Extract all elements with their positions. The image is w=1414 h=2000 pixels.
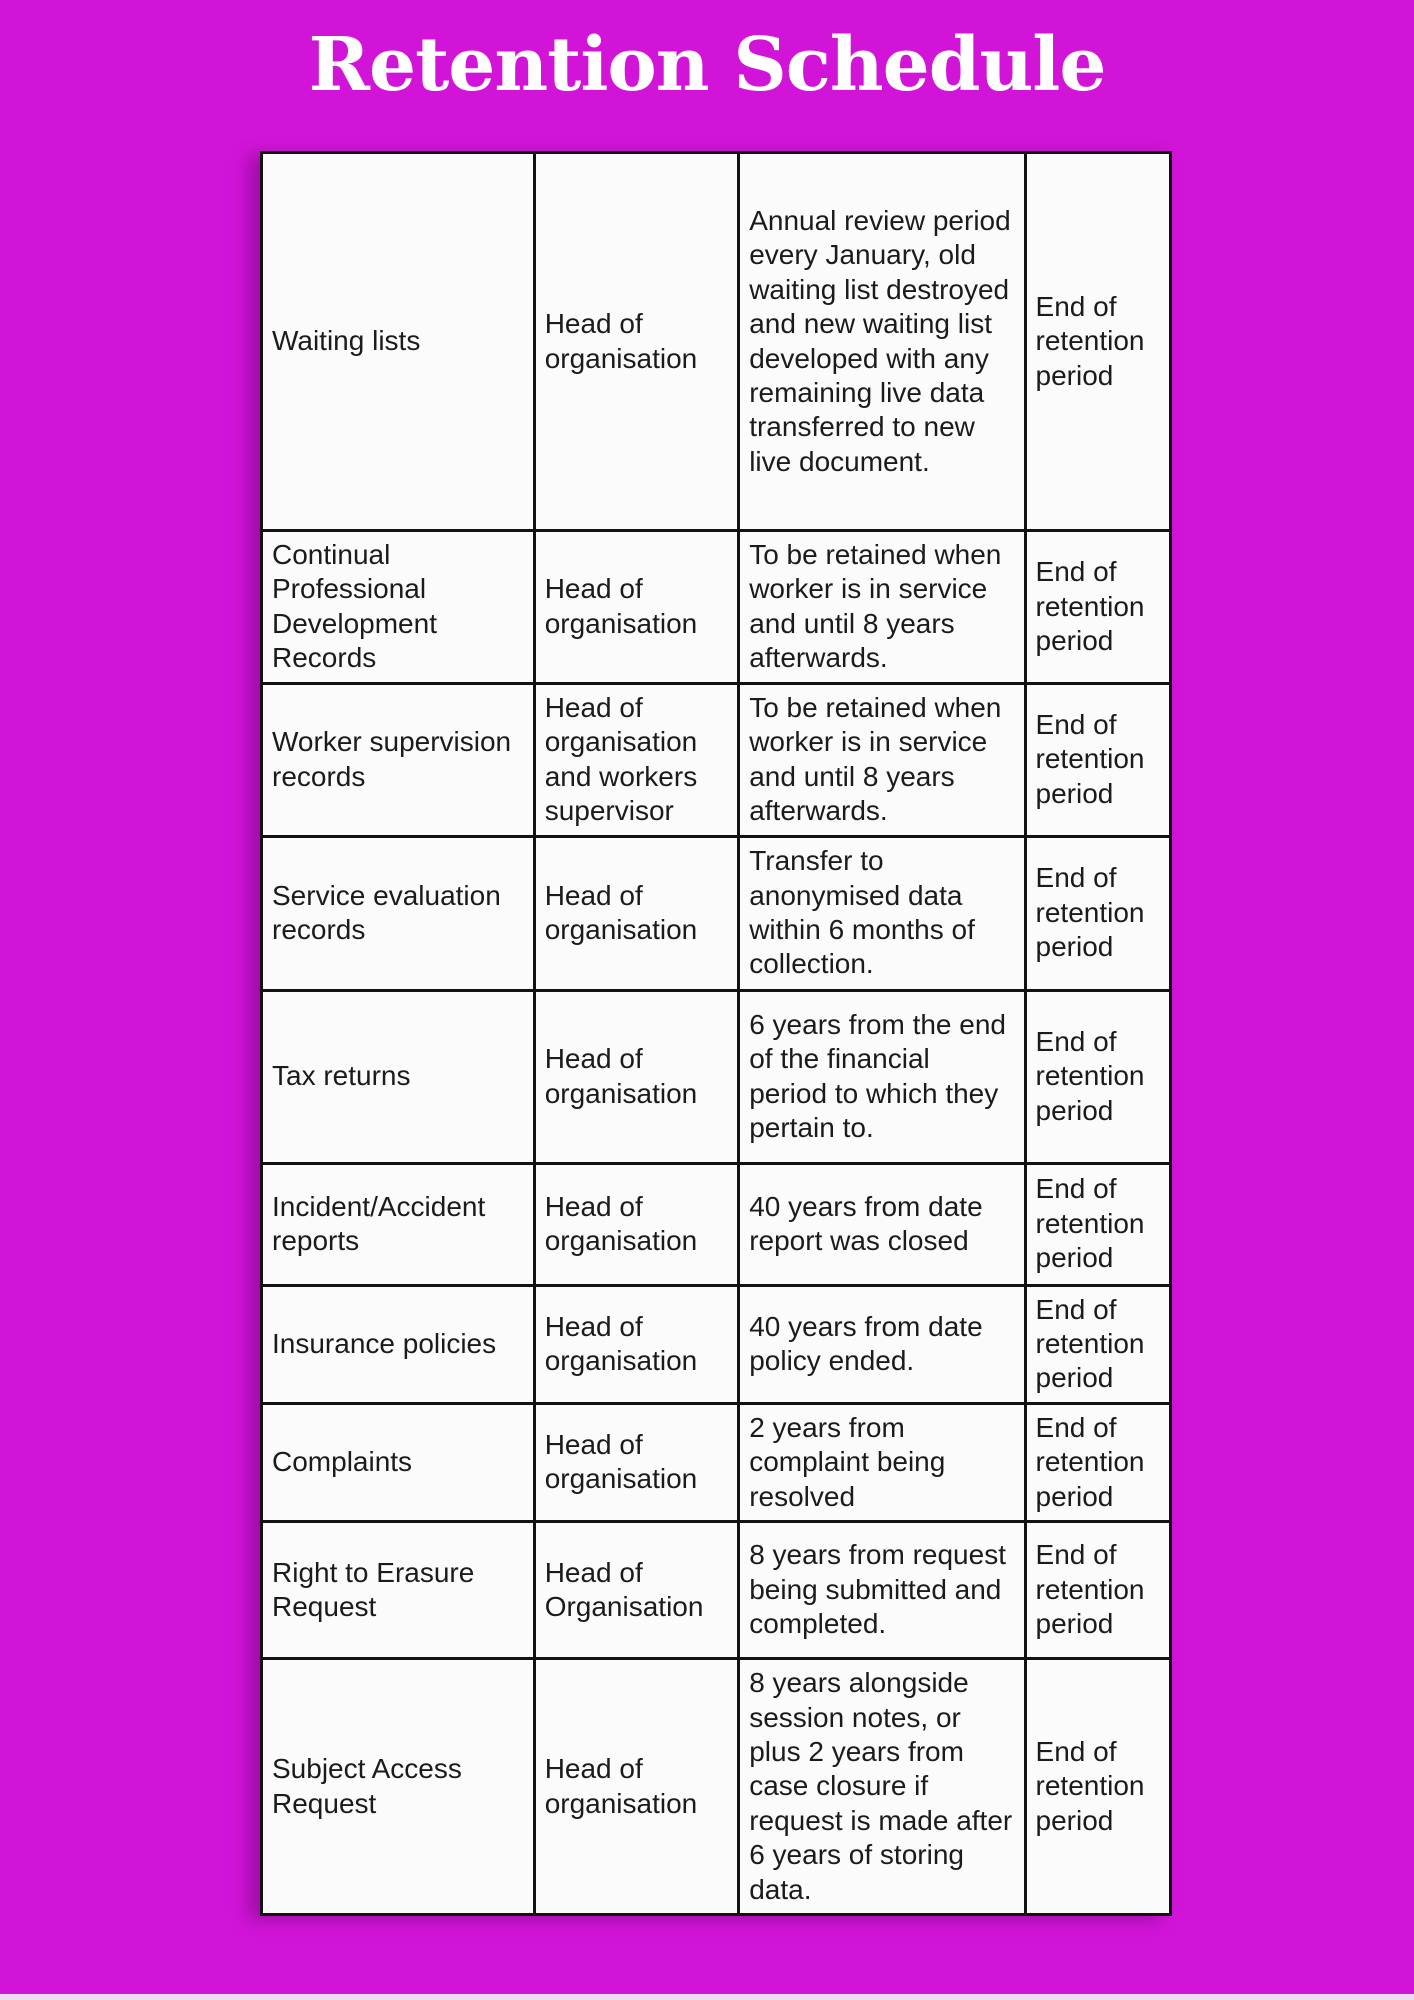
cell-retention: Annual review period every January, old waiting list destroyed and new waiting list developed with any remaining live data transferred to new live document. xyxy=(739,153,1025,531)
cell-retention: 8 years from request being submitted and completed. xyxy=(739,1522,1025,1659)
cell-retention: To be retained when worker is in service and until 8 years afterwards. xyxy=(739,531,1025,684)
cell-retention: 2 years from complaint being resolved xyxy=(739,1403,1025,1521)
cell-retention: 8 years alongside session notes, or plus 2 years from case closure if request is made after 6 years of storing data. xyxy=(739,1659,1025,1915)
cell-item: Complaints xyxy=(262,1403,535,1521)
table-row xyxy=(262,1659,1171,1915)
cell-action: End of retention period xyxy=(1025,836,1170,990)
cell-owner: Head of organisation xyxy=(534,1403,739,1521)
page-title: Retention Schedule xyxy=(308,22,1106,108)
cell-item: Worker supervision records xyxy=(262,683,535,836)
cell-action: End of retention period xyxy=(1025,1522,1170,1659)
cell-owner: Head of organisation xyxy=(534,836,739,990)
cell-action: End of retention period xyxy=(1025,531,1170,684)
cell-item: Incident/Accident reports xyxy=(262,1163,535,1285)
cell-item: Service evaluation records xyxy=(262,836,535,990)
cell-owner: Head of organisation xyxy=(534,1285,739,1403)
table-row xyxy=(262,836,1171,990)
cell-action: End of retention period xyxy=(1025,1285,1170,1403)
cell-owner: Head of organisation xyxy=(534,990,739,1163)
bottom-edge-strip xyxy=(0,1994,1414,2000)
table-body xyxy=(262,153,1171,1915)
cell-owner: Head of organisation and workers supervisor xyxy=(534,683,739,836)
cell-action: End of retention period xyxy=(1025,1659,1170,1915)
cell-owner: Head of organisation xyxy=(534,1163,739,1285)
cell-action: End of retention period xyxy=(1025,153,1170,531)
table-row xyxy=(262,990,1171,1163)
cell-item: Insurance policies xyxy=(262,1285,535,1403)
cell-action: End of retention period xyxy=(1025,1403,1170,1521)
cell-action: End of retention period xyxy=(1025,683,1170,836)
table-row xyxy=(262,1403,1171,1521)
cell-owner: Head of organisation xyxy=(534,1659,739,1915)
cell-retention: 6 years from the end of the financial period to which they pertain to. xyxy=(739,990,1025,1163)
retention-schedule-table xyxy=(260,151,1172,1916)
cell-retention: 40 years from date report was closed xyxy=(739,1163,1025,1285)
cell-action: End of retention period xyxy=(1025,1163,1170,1285)
cell-item: Continual Professional Development Records xyxy=(262,531,535,684)
table-row xyxy=(262,1285,1171,1403)
table-row xyxy=(262,1522,1171,1659)
cell-item: Right to Erasure Request xyxy=(262,1522,535,1659)
cell-retention: To be retained when worker is in service and until 8 years afterwards. xyxy=(739,683,1025,836)
table-row xyxy=(262,153,1171,531)
cell-item: Subject Access Request xyxy=(262,1659,535,1915)
cell-owner: Head of Organisation xyxy=(534,1522,739,1659)
cell-item: Tax returns xyxy=(262,990,535,1163)
cell-owner: Head of organisation xyxy=(534,153,739,531)
cell-retention: Transfer to anonymised data within 6 months of collection. xyxy=(739,836,1025,990)
cell-item: Waiting lists xyxy=(262,153,535,531)
table-row xyxy=(262,1163,1171,1285)
cell-retention: 40 years from date policy ended. xyxy=(739,1285,1025,1403)
cell-action: End of retention period xyxy=(1025,990,1170,1163)
table-row xyxy=(262,683,1171,836)
table-row xyxy=(262,531,1171,684)
cell-owner: Head of organisation xyxy=(534,531,739,684)
